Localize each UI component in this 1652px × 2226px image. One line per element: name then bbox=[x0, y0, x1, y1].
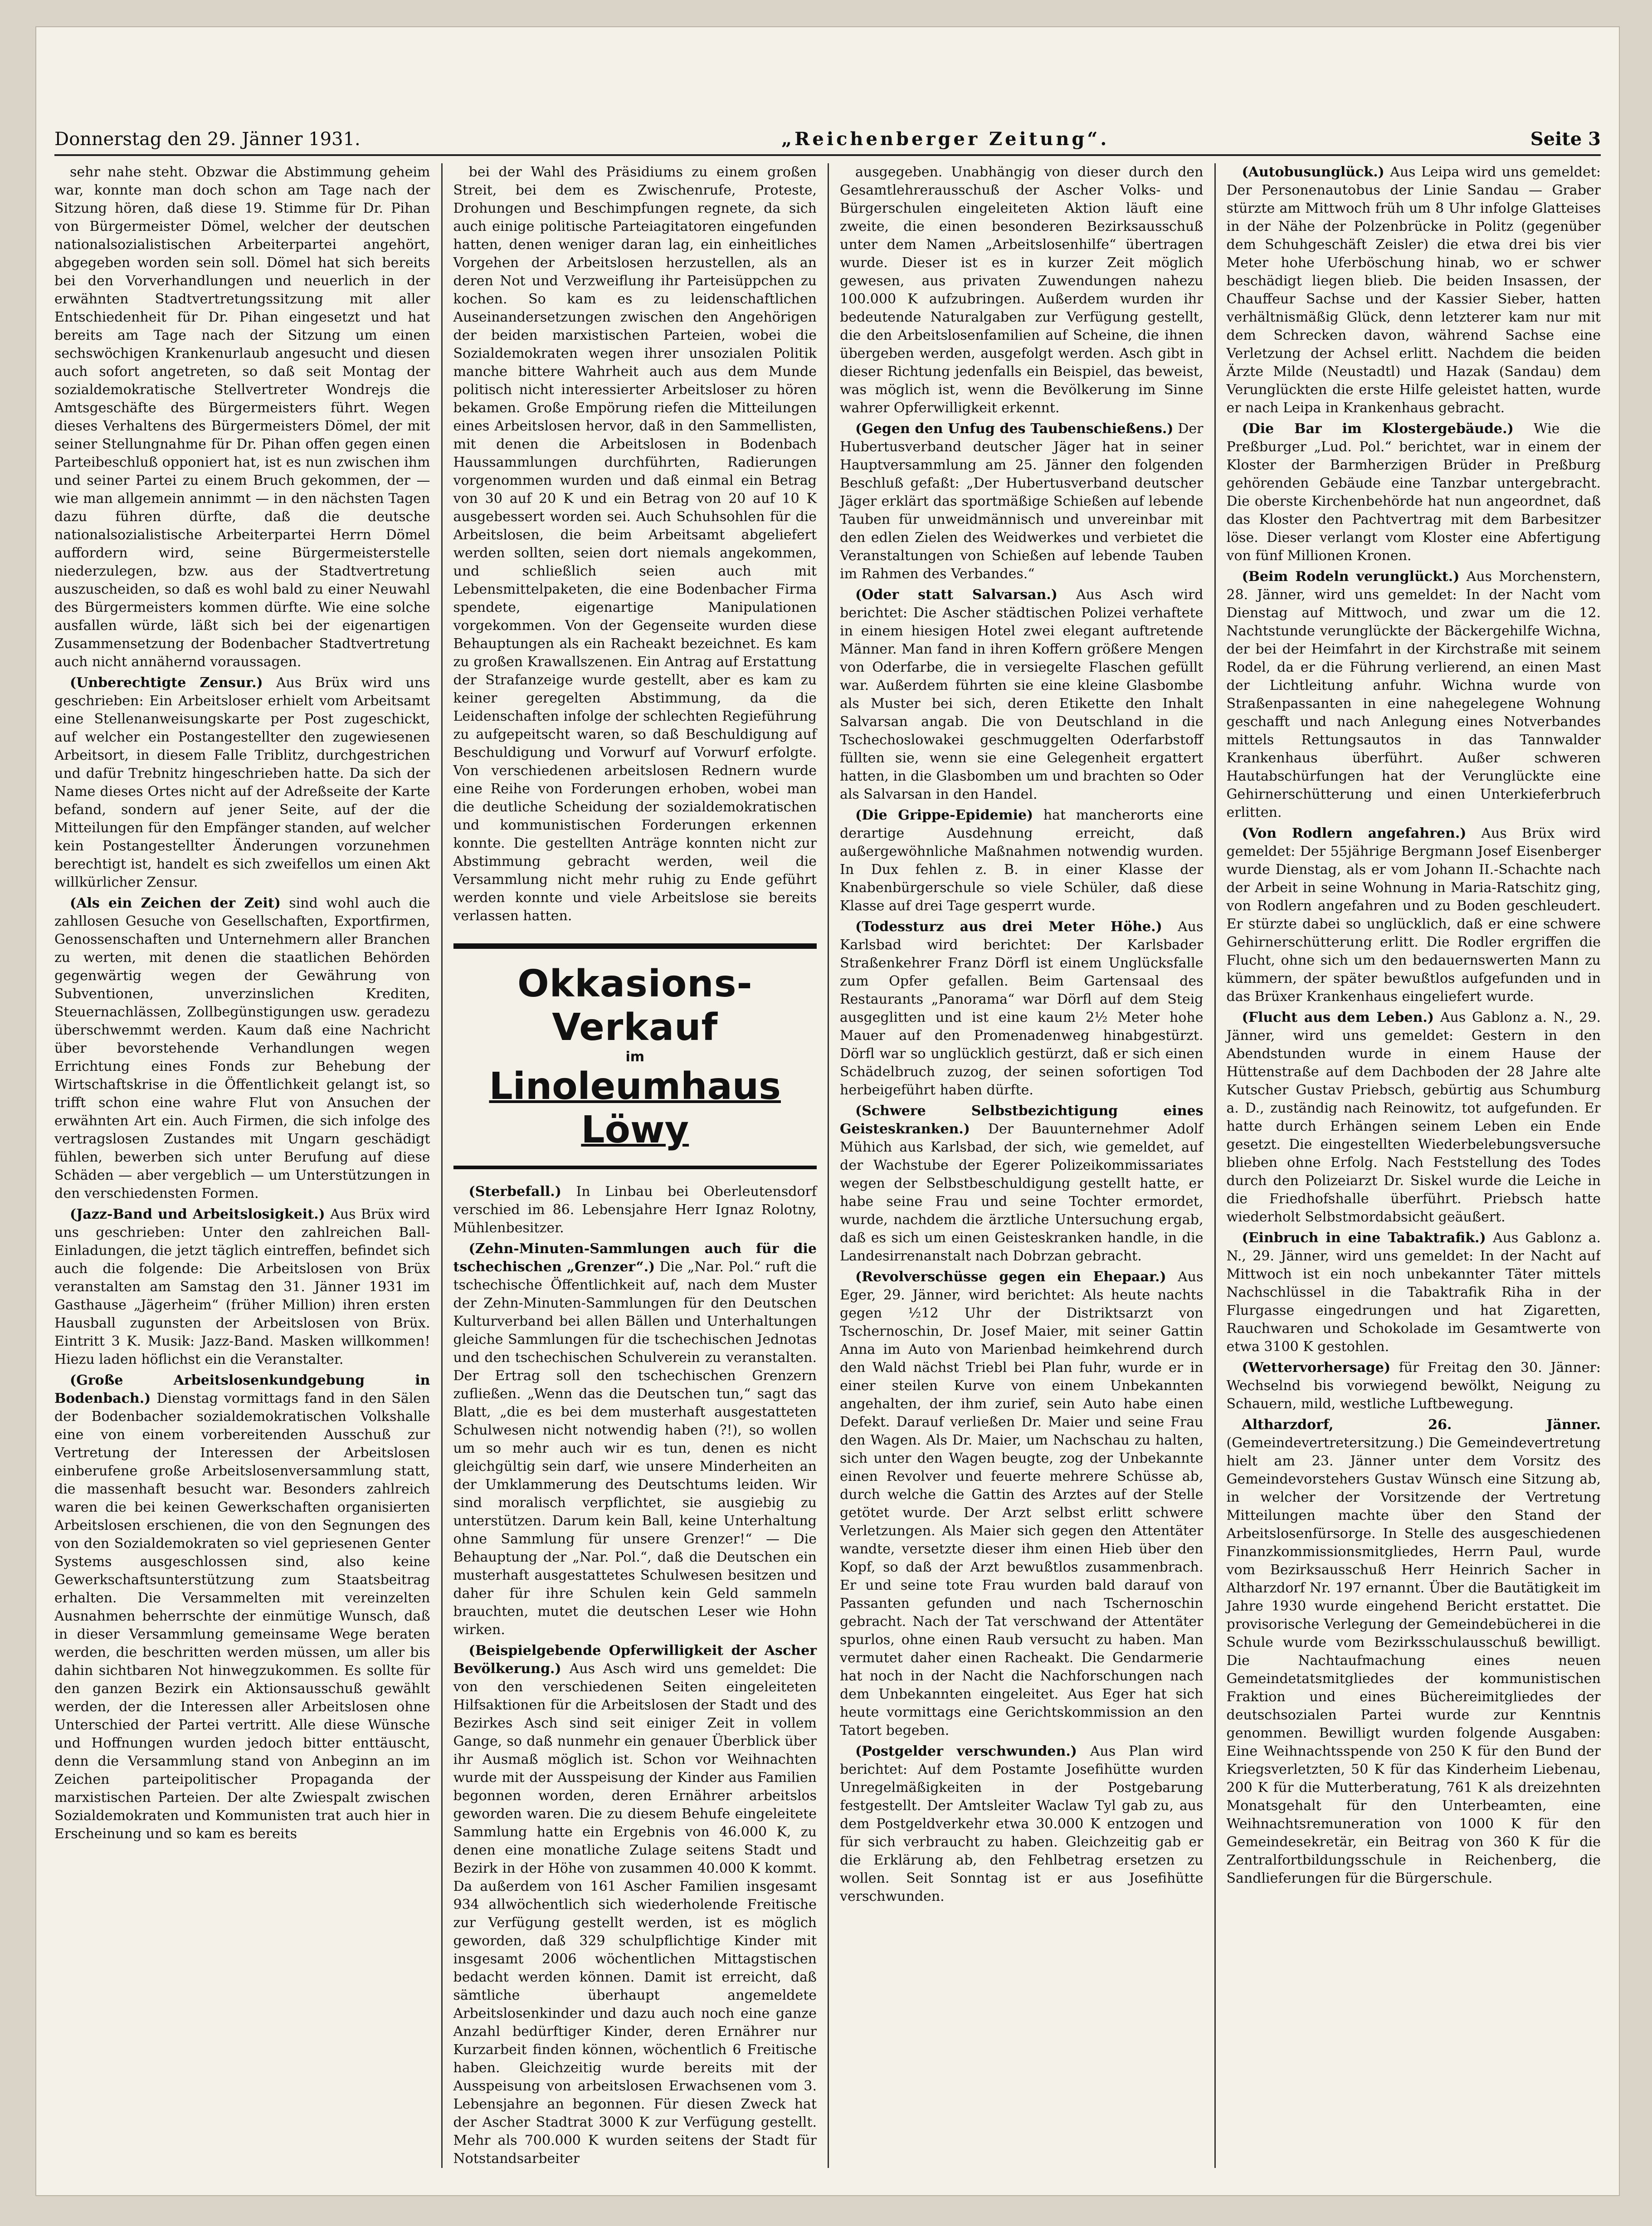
article bbox=[1227, 568, 1601, 822]
article bbox=[54, 163, 430, 671]
article bbox=[840, 1268, 1204, 1740]
article-text: ausgegeben. Unabhängig von dieser durch den Gesamtlehrerausschuß der Ascher Volks- und Bürgerschulen eingeleiteten Aktion läuft eine zweite, die einen besonderen Bezirksausschuß unter dem Namen „Arbeitslosenhilfe“ übertragen wurde. Dieser ist es in kurzer Zeit möglich gewesen, aus privaten Zuwendungen nahezu 100.000 K aufzubringen. Außerdem wurden ihr bedeutende Naturalgaben zur Verfügung gestellt, die den Arbeitslosenfamilien auf Scheine, die ihnen übergeben werden, ausgefolgt werden. Asch gibt in dieser Richtung jedenfalls ein Beispiel, das beweist, was möglich ist, wenn die Bevölkerung im Sinne wahrer Opferwilligkeit erkennt. bbox=[840, 164, 1204, 416]
article-text: für Freitag den 30. Jänner: Wechselnd bis vorwiegend bewölkt, Neigung zu Schauern, mild, westliche Luftbewegung. bbox=[1226, 1360, 1601, 1412]
article-text: Aus Leipa wird uns gemeldet: Der Personenautobus der Linie Sandau — Graber stürzte am Mittwoch früh um 8 Uhr infolge Glatteises in der Nähe der Polzenbrücke in Politz (gegenüber dem Schuhgeschäft Zeisler) die etwa drei bis vier Meter hohe Uferböschung hinab, wo er schwer beschädigt liegen blieb. Die beiden Insassen, der Chauffeur Sachse und der Kassier Sieber, hatten verhältnismäßig Glück, denn letzterer kam nur mit dem Schrecken davon, während Sachse eine Verletzung der Achsel erlitt. Nachdem die beiden Ärzte Milde (Neustadtl) und Hazak (Sandau) dem Verunglückten die erste Hilfe geleistet hatten, wurde er nach Leipa in Krankenhaus gebracht. bbox=[1226, 164, 1601, 416]
article bbox=[840, 1102, 1204, 1265]
article-text: Aus Morchenstern, 28. Jänner, wird uns gemeldet: In der Nacht vom Dienstag auf Mittwoch, und zwar um die 12. Nachtstunde verunglückte der Bäckergehilfe Wichna, der bei der Heimfahrt in der Kirchstraße mit seinem Rodel, da er die Führung verlierend, an einen Mast der Lichtleitung anfuhr. Wichna wurde von Straßenpassanten in eine nahegelegene Wohnung geschafft und nach Anlegung eines Notverbandes mittels Rettungsautos in das Tannwalder Krankenhaus überführt. Außer schweren Hautabschürfungen hat der Verunglückte eine Gehirnerschütterung und einen Unterkieferbruch erlitten. bbox=[1226, 569, 1601, 820]
article-headline: (Flucht aus dem Leben.) bbox=[1242, 1010, 1434, 1025]
article-headline: Altharzdorf, 26. Jänner. bbox=[1242, 1417, 1601, 1433]
article bbox=[453, 1642, 817, 2168]
ad-line1: Okkasions-Verkauf bbox=[517, 962, 753, 1049]
article-text: Wie die Preßburger „Lud. Pol.“ berichtet, war in einem der Kloster der Barmherzigen Brüder in Preßburg gehörenden Gebäude eine Tanzbar untergebracht. Die oberste Kirchenbehörde hat nun angeordnet, daß das Kloster den Pachtvertrag mit dem Barbesitzer löse. Dieser verlangt vom Kloster eine Abfertigung von fünf Millionen Kronen. bbox=[1226, 421, 1601, 564]
article bbox=[840, 918, 1204, 1099]
article-text: Aus Eger, 29. Jänner, wird berichtet: Als heute nachts gegen ½12 Uhr der Distriktsarzt von Tschernoschin, Dr. Josef Maier, mit seiner Gattin Anna im Auto von Marienbad heimkehrend durch den Wald nächst Triebl bei Plan fuhr, wurde er in einer steilen Kurve von einem Unbekannten angehalten, der ihm zurief, sein Auto habe einen Defekt. Darauf verließen Dr. Maier und seine Frau den Wagen. Als Dr. Maier, um Nachschau zu halten, sich unter den Wagen beugte, zog der Unbekannte einen Revolver und feuerte mehrere Schüsse ab, durch welche die Gattin des Arztes auf der Stelle getötet wurde. Der Arzt selbst erlitt schwere Verletzungen. Als Maier sich gegen den Attentäter wandte, versetzte dieser ihm einen Hieb über den Kopf, so daß der Arzt bewußtlos zusammenbrach. Er und seine tote Frau wurden bald darauf von Passanten gefunden und nach Tschernoschin gebracht. Nach der Tat verschwand der Attentäter spurlos, ohne einen Raub versucht zu haben. Man vermutet daher einen Racheakt. Die Gendarmerie hat noch in der Nacht die Nachforschungen nach dem Unbekannten eingeleitet. Aus Eger hat sich heute vormittags eine Gerichtskommission an den Tatort begeben. bbox=[840, 1269, 1204, 1738]
advertisement bbox=[453, 943, 817, 1169]
article-headline: (Die Bar im Klostergebäude.) bbox=[1242, 421, 1514, 437]
article bbox=[840, 420, 1204, 583]
column-1 bbox=[54, 163, 441, 2168]
article bbox=[1227, 1229, 1601, 1356]
running-head bbox=[54, 122, 1601, 156]
article-text: Aus Plan wird berichtet: Auf dem Postamte Josefihütte wurden Unregelmäßigkeiten in der Postgebarung festgestellt. Der Amtsleiter Waclaw Tyl gab zu, aus dem Postgeldverkehr etwa 30.000 K entzogen und für sich verbraucht zu haben. Gleichzeitig gab er die Erklärung ab, den Fehlbetrag ersetzen zu wollen. Seit Sonntag ist er aus Josefihütte verschwunden. bbox=[840, 1743, 1204, 1904]
article-text: Der Bauunternehmer Adolf Mühich aus Karlsbad, der sich, wie gemeldet, auf der Wachstube der Egerer Polizeikommissariates wegen der Selbstbeschuldigung gestellt hatte, er habe seine Frau und seine Tochter ermordet, wurde, nachdem die ärztliche Untersuchung ergab, daß es sich um einen Geisteskranken handle, in die Landesirrenanstalt nach Dobrzan gebracht. bbox=[840, 1121, 1204, 1264]
article bbox=[1227, 825, 1601, 1006]
article bbox=[840, 163, 1204, 417]
article bbox=[453, 1240, 817, 1639]
article-headline: (Oder statt Salvarsan.) bbox=[855, 587, 1057, 603]
column-2 bbox=[441, 163, 828, 2168]
article-text: bei der Wahl des Präsidiums zu einem großen Streit, bei dem es Zwischenrufe, Proteste, Drohungen und Beschimpfungen regnete, da sich auch einige politische Parteiagitatoren eingefunden hatten, denen weniger daran lag, ein einheitliches Vorgehen der Arbeitslosen herzustellen, als an deren Not und Verzweiflung ihr Parteisüppchen zu kochen. So kam es zu leidenschaftlichen Auseinandersetzungen zwischen den Angehörigen der beiden marxistischen Parteien, wobei die Sozialdemokraten wegen ihrer unsozialen Politik manche bittere Wahrheit auch aus dem Munde politisch nicht interessierter Arbeitsloser zu hören bekamen. Große Empörung riefen die Mitteilungen eines Arbeitslosen hervor, daß in den Sammellisten, mit denen die Arbeitslosen in Bodenbach Haussammlungen durchführten, Radierungen vorgenommen wurden und daß einmal ein Betrag von 30 auf 20 K und ein Betrag von 20 auf 10 K ausgebessert worden sei. Auch Schuhsohlen für die Arbeitslosen, die beim Arbeitsamt abgeliefert werden sollten, seien dort niemals angekommen, und schließlich seien auch mit Lebensmittelpaketen, die eine Bodenbacher Firma spendete, eigenartige Manipulationen vorgekommen. Von der Gegenseite wurden diese Behauptungen als ein Racheakt bezeichnet. Es kam zu großen Krawallszenen. Ein Antrag auf Erstattung der Strafanzeige wurde gestellt, aber es kam zu keiner geregelten Abstimmung, da die Leidenschaften infolge der schlechten Regieführung zu aufgepeitscht waren, so daß Beschuldigung auf Beschuldigung und Vorwurf auf Vorwurf erfolgte. Von verschiedenen arbeitslosen Rednern wurde eine Reihe von Forderungen erhoben, wobei man die deutliche Scheidung der sozialdemokratischen und kommunistischen Forderungen erkennen konnte. Die gestellten Anträge konnten nicht zur Abstimmung gebracht werden, weil die Versammlung nicht mehr ruhig zu Ende geführt werden konnte und viele Arbeitslose sie bereits verlassen hatten. bbox=[453, 164, 817, 924]
article-text: Aus Asch wird uns gemeldet: Die von den verschiedenen Seiten eingeleiteten Hilfsaktionen für die Arbeitslosen der Stadt und des Bezirkes Asch sind seit einiger Zeit in vollem Gange, so daß nunmehr ein genauer Überblick über ihr Ausmaß möglich ist. Schon vor Weihnachten wurde mit der Ausspeisung der Kinder aus Familien begonnen worden, deren Ernährer arbeitslos geworden waren. Die zu diesem Behufe eingeleitete Sammlung hatte ein Ergebnis von 46.000 K, zu denen eine monatliche Zulage seitens Stadt und Bezirk in der Höhe von zusammen 40.000 K kommt. Da außerdem von 161 Ascher Familien insgesamt 934 allwöchentlich sich wiederholende Freitische zur Verfügung gestellt werden, ist es möglich geworden, daß 329 schulpflichtige Kinder mit insgesamt 2006 wöchentlichen Mittagstischen bedacht werden können. Damit ist erreicht, daß sämtliche überhaupt angemeldete Arbeitslosenkinder und dazu auch noch eine ganze Anzahl bedürftiger Kinder, deren Ernährer nur Kurzarbeit finden können, wöchentlich 6 Freitische haben. Gleichzeitig wurde bereits mit der Ausspeisung von arbeitslosen Erwachsenen vom 3. Lebensjahre an begonnen. Für diesen Zweck hat der Ascher Stadtrat 3000 K zur Verfügung gestellt. Mehr als 700.000 K wurden seitens der Stadt für Notstandsarbeiter bbox=[453, 1661, 817, 2167]
article-text: (Gemeindevertretersitzung.) Die Gemeindevertretung hielt am 23. Jänner unter dem Vorsitz des Gemeindevorstehers Gustav Wünsch eine Sitzung ab, in welcher der Vorsitzende der Vertretung Mitteilungen machte über den Stand der Arbeitslosenfürsorge. In Stelle des ausgeschiedenen Finanzkommissionsmitgliedes, Herrn Paul, wurde vom Bezirksausschuß Herr Heinrich Sacher in Altharzdorf Nr. 197 ernannt. Über die Bautätigkeit im Jahre 1930 wurde eingehend Bericht erstattet. Die provisorische Verlegung der Gemeindebücherei in die Schule wurde vom Bezirksschulausschuß bewilligt. Die Nachtaufmachung eines neuen Gemeindetatsmitgliedes der kommunistischen Fraktion und eines Büchereimitgliedes der deutschsozialen Partei wurde zur Kenntnis genommen. Bewilligt wurden folgende Ausgaben: Eine Weihnachtsspende von 250 K für den Bund der Kriegsverletzten, 50 K für das Kinderheim Liebenau, 200 K für die Mutterberatung, 761 K als dreizehnten Monatsgehalt für den Unterbeamten, eine Weihnachtsremuneration von 1000 K für den Gemeindesekretär, ein Beitrag von 360 K für die Zentralfortbildungsschule in Reichenberg, die Sandlieferungen für die Bürgerschule. bbox=[1226, 1435, 1601, 1886]
article-headline: (Große Arbeitslosenkundgebung in Bodenbach.) bbox=[54, 1372, 430, 1406]
article-headline: (Als ein Zeichen der Zeit) bbox=[70, 895, 281, 911]
page-number: Seite 3 bbox=[1530, 128, 1601, 150]
article bbox=[840, 806, 1204, 915]
article-text: sehr nahe steht. Obzwar die Abstimmung geheim war, konnte man doch schon am Tage nach der Sitzung hören, daß diese 19. Stimme für Dr. Pihan von Bürgermeister Dömel, welcher der deutschen nationalsozialistischen Arbeiterpartei angehört, abgegeben worden sein soll. Dömel hat sich bereits bei den Vorverhandlungen und neuerlich in der erwähnten Stadtvertretungssitzung mit aller Entschiedenheit für Dr. Pihan eingesetzt und hat bereits am Tage nach der Sitzung um einen sechswöchigen Krankenurlaub angesucht und diesen auch sofort angetreten, so daß seit Montag der sozialdemokratische Stellvertreter Wondrejs die Amtsgeschäfte des Bürgermeisters führt. Wegen dieses Verhaltens des Bürgermeisters Dömel, der mit seiner Stellungnahme für Dr. Pihan offen gegen einen Parteibeschluß opponiert hat, ist es nun zwischen ihm und seiner Partei zu einem Bruch gekommen, der — wie man allgemein annimmt — in den nächsten Tagen dazu führen dürfte, daß die deutsche nationalsozialistische Arbeiterpartei Herrn Dömel auffordern wird, seine Bürgermeisterstelle niederzulegen, bzw. aus der Stadtvertretung auszuscheiden, so daß es wohl bald zu einer Neuwahl des Bürgermeisters kommen dürfte. Wie eine solche ausfallen würde, läßt sich bei der eigenartigen Zusammensetzung der Bodenbacher Stadtvertretung auch nicht annähernd voraussagen. bbox=[54, 164, 430, 670]
ad-line2: im bbox=[625, 1049, 645, 1065]
article-headline: (Schwere Selbstbezichtigung eines Geisteskranken.) bbox=[840, 1103, 1204, 1137]
article-headline: (Einbruch in eine Tabaktrafik.) bbox=[1242, 1230, 1486, 1246]
article-text: Aus Gablonz a. N., 29. Jänner, wird uns gemeldet: In der Nacht auf Mittwoch ist ein noch unbekannter Täter mittels Nachschlüssel in die Tabaktrafik Riha in der Flurgasse eingedrungen und hat Zigaretten, Rauchwaren und Schokolade im Gesamtwerte von etwa 3100 K gestohlen. bbox=[1226, 1230, 1601, 1355]
article-headline: (Jazz-Band und Arbeitslosigkeit.) bbox=[70, 1206, 325, 1222]
newspaper-title: „Reichenberger Zeitung“. bbox=[781, 128, 1110, 150]
article bbox=[54, 894, 430, 1203]
article-text: Aus Brüx wird uns geschrieben: Ein Arbeitsloser erhielt vom Arbeitsamt eine Stellenanweisungskarte per Post zugeschickt, auf welcher ein Postangestellter den zugewiesenen Arbeitsort, in diesem Falle Triblitz, durchgestrichen und dafür Trebnitz hingeschrieben hatte. Da sich der Name dieses Ortes nicht auf der Adreßseite der Karte befand, sondern auf jener Seite, auf der die Mitteilungen für den Empfänger standen, auf welcher kein Postangestellter Änderungen vorzunehmen berechtigt ist, handelt es sich zweifellos um einen Akt willkürlicher Zensur. bbox=[54, 675, 430, 890]
article-text: Aus Brüx wird uns geschrieben: Unter den zahlreichen Ball-Einladungen, die jetzt täglich eintreffen, befindet sich auch die folgende: Die Arbeitslosen von Brüx veranstalten am Samstag den 31. Jänner 1931 im Gasthause „Jägerheim“ (früher Million) ihren ersten Hausball zugunsten der Arbeitslosen von Brüx. Eintritt 3 K. Musik: Jazz-Band. Masken willkommen! Hiezu laden höflichst ein die Veranstalter. bbox=[54, 1206, 430, 1367]
article-text: Aus Karlsbad wird berichtet: Der Karlsbader Straßenkehrer Franz Dörfl ist einem Unglücksfalle zum Opfer gefallen. Beim Gartensaal des Restaurants „Panorama“ war Dörfl auf dem Steig ausgeglitten und ist eine kaum 2½ Meter hohe Mauer auf den Promenadenweg hinabgestürzt. Dörfl war so unglücklich gestürzt, daß er sich einen Schädelbruch zuzog, der seinen sofortigen Tod herbeigeführt haben dürfte. bbox=[840, 919, 1204, 1098]
article-headline: (Postgelder verschwunden.) bbox=[855, 1743, 1077, 1759]
ad-line3: Linoleumhaus Löwy bbox=[489, 1065, 781, 1152]
article-text: hat mancherorts eine derartige Ausdehnung erreicht, daß außergewöhnliche Maßnahmen notwendig wurden. In Dux fehlen z. B. in einer Klasse der Knabenbürgerschule so viele Schüler, daß diese Klasse auf drei Tage gesperrt wurde. bbox=[840, 807, 1204, 914]
article bbox=[1227, 1359, 1601, 1413]
article bbox=[1227, 420, 1601, 565]
article-headline: (Beim Rodeln verunglückt.) bbox=[1242, 569, 1460, 585]
article bbox=[840, 586, 1204, 804]
article-headline: (Autobusunglück.) bbox=[1242, 164, 1384, 180]
article-headline: (Zehn-Minuten-Sammlungen auch für die tschechischen „Grenzer“.) bbox=[453, 1241, 817, 1275]
article-headline: (Beispielgebende Opferwilligkeit der Ascher Bevölkerung.) bbox=[453, 1643, 817, 1677]
article-text: Aus Brüx wird gemeldet: Der 55jährige Bergmann Josef Eisenberger wurde Dienstag, als er vom Johann II.-Schachte nach der Arbeit in seine Wohnung in Maria-Ratschitz ging, von Rodlern angefahren und zu Boden geschleudert. Er stürzte dabei so unglücklich, daß er eine schwere Gehirnerschütterung erlitt. Die Rodler ergriffen die Flucht, ohne sich um den bedauernswerten Mann zu kümmern, der später bewußtlos aufgefunden und in das Brüxer Krankenhaus eingeliefert wurde. bbox=[1226, 825, 1601, 1005]
article-text: Dienstag vormittags fand in den Sälen der Bodenbacher sozialdemokratischen Volkshalle eine von einem vorbereitenden Ausschuß zur Vertretung der Interessen der Arbeitslosen einberufene große Arbeitslosenversammlung statt, die massenhaft besucht war. Besonders zahlreich waren die bei keinen Gewerkschaften organisierten Arbeitslosen erschienen, die von den Segnungen des von den Sozialdemokraten so viel gepriesenen Genter Systems ausgeschlossen sind, also keine Gewerkschaftsunterstützung zum Staatsbeitrag erhalten. Die Versammelten mit vereinzelten Ausnahmen beherrschte der einmütige Wunsch, daß in dieser Versammlung gemeinsame Wege beraten werden, die beschritten werden müssen, um aller bis dahin sichtbaren Not hinwegzukommen. Es sollte für den ganzen Bezirk ein Aktionsausschuß gewählt werden, der die Interessen aller Arbeitslosen ohne Unterschied der Partei vertritt. Alle diese Wünsche und Hoffnungen wurden jedoch bitter enttäuscht, denn die Versammlung stand von Anbeginn an im Zeichen parteipolitischer Propaganda der marxistischen Parteien. Der alte Zwiespalt zwischen Sozialdemokraten und Kommunisten trat auch hier in Erscheinung und so kam es bereits bbox=[54, 1391, 430, 1842]
article-text: In Linbau bei Oberleutensdorf verschied im 86. Lebensjahre Herr Ignaz Rolotny, Mühlenbesitzer. bbox=[453, 1184, 817, 1236]
article-headline: (Unberechtigte Zensur.) bbox=[70, 675, 263, 691]
article bbox=[1227, 163, 1601, 417]
article-headline: (Todessturz aus drei Meter Höhe.) bbox=[855, 919, 1162, 935]
columns bbox=[54, 163, 1601, 2168]
article-headline: (Revolverschüsse gegen ein Ehepaar.) bbox=[855, 1269, 1166, 1285]
article-headline: (Von Rodlern angefahren.) bbox=[1242, 825, 1467, 841]
article bbox=[1227, 1416, 1601, 1888]
article-headline: (Die Grippe-Epidemie) bbox=[855, 807, 1033, 823]
article bbox=[453, 1183, 817, 1237]
column-4 bbox=[1214, 163, 1601, 2168]
article-text: Aus Gablonz a. N., 29. Jänner, wird uns gemeldet: Gestern in den Abendstunden wurde in einem Hause der Hüttenstraße auf dem Dachboden der 28 Jahre alte Kutscher Gustav Priebsch, gebürtig aus Schumburg a. D., zuständig nach Reinowitz, tot aufgefunden. Er hatte durch Erhängen seinem Leben ein Ende gesetzt. Die eingestellten Wiederbelebungsversuche blieben ohne Erfolg. Nach Feststellung des Todes durch den Polizeiarzt Dr. Siskel wurde die Leiche in die Friedhofshalle überführt. Priebsch hatte wiederholt Selbstmordabsicht geäußert. bbox=[1226, 1010, 1601, 1225]
newspaper-page bbox=[36, 27, 1619, 2195]
article bbox=[54, 1372, 430, 1843]
article-text: sind wohl auch die zahllosen Gesuche von Gesellschaften, Exportfirmen, Genossenschaften und Unternehmern aller Branchen zu werten, mit denen die staatlichen Behörden gegenwärtig wegen der Gewährung von Subventionen, unverzinslichen Krediten, Steuernachlässen, Zollbegünstigungen usw. geradezu überschwemmt werden. Kaum daß eine Nachricht über bevorstehende Verhandlungen wegen Errichtung eines Fonds zur Behebung der Wirtschaftskrise in die Öffentlichkeit gelangt ist, so trifft schon eine wahre Flut von Ansuchen der erwähnten Art ein. Auch Firmen, die sich infolge des vertragslosen Zustandes mit Ungarn geschädigt fühlen, bewerben sich unter Berufung auf diese Schäden — aber vergeblich — um Unterstützungen in den verschiedensten Formen. bbox=[54, 895, 430, 1201]
article-headline: (Gegen den Unfug des Taubenschießens.) bbox=[855, 421, 1174, 437]
article bbox=[54, 1206, 430, 1369]
article bbox=[54, 674, 430, 892]
article-text: Aus Asch wird berichtet: Die Ascher städtischen Polizei verhaftete in einem hiesigen Hotel zwei elegant auftretende Männer. Man fand in ihren Koffern größere Mengen von Oderfarbe, die in versiegelte Flaschen gefüllt war. Außerdem führten sie eine kleine Glasbombe als Muster bei sich, deren Etikette den Inhalt Salvarsan angab. Die von Deutschland in die Tschechoslowakei geschmuggelten Oderfarbstoff füllten sie, wenn sie eine Gelegenheit ergattert hatten, in die Glasbomben um und brachten so Oder als Salvarsan in den Handel. bbox=[840, 587, 1204, 802]
issue-date: Donnerstag den 29. Jänner 1931. bbox=[54, 129, 361, 150]
article bbox=[1227, 1009, 1601, 1226]
column-3 bbox=[828, 163, 1214, 2168]
article-headline: (Sterbefall.) bbox=[468, 1184, 561, 1200]
article-text: Die „Nar. Pol.“ ruft die tschechische Öffentlichkeit auf, nach dem Muster der Zehn-Minuten-Sammlungen für den Deutschen Kulturverband bei allen Bällen und Unterhaltungen gleiche Sammlungen für die tschechischen Jednotas und den tschechischen Schulverein zu veranstalten. Der Ertrag soll den tschechischen Grenzern zufließen. „Wenn das die Deutschen tun,“ sagt das Blatt, „die es bei dem musterhaft ausgestatteten Schulwesen nicht notwendig haben (?!), so wollen um so mehr auch wir es tun, denen es nicht gleichgültig sein darf, wie unsere Minderheiten an der Umklammerung des Deutschtums leiden. Wir sind moralisch verpflichtet, sie ausgiebig zu unterstützen. Darum kein Ball, keine Unterhaltung ohne Sammlung für unsere Grenzer!“ — Die Behauptung der „Nar. Pol.“, daß die Deutschen ein musterhaft ausgestattetes Schulwesen besitzen und daher für ihre Schulen kein Geld sammeln brauchten, mutet die deutschen Leser wie Hohn wirken. bbox=[453, 1259, 817, 1638]
article-headline: (Wettervorhersage) bbox=[1242, 1360, 1391, 1376]
article-text: Der Hubertusverband deutscher Jäger hat in seiner Hauptversammlung am 25. Jänner den folgenden Beschluß gefaßt: „Der Hubertusverband deutscher Jäger erklärt das sportmäßige Schießen auf lebende Tauben für unweidmännisch und unvereinbar mit den edlen Zielen des Weidwerkes und verbietet die Veranstaltungen von Schießen auf lebende Tauben im Rahmen des Verbandes.“ bbox=[840, 421, 1204, 582]
article bbox=[453, 163, 817, 925]
article bbox=[840, 1743, 1204, 1906]
